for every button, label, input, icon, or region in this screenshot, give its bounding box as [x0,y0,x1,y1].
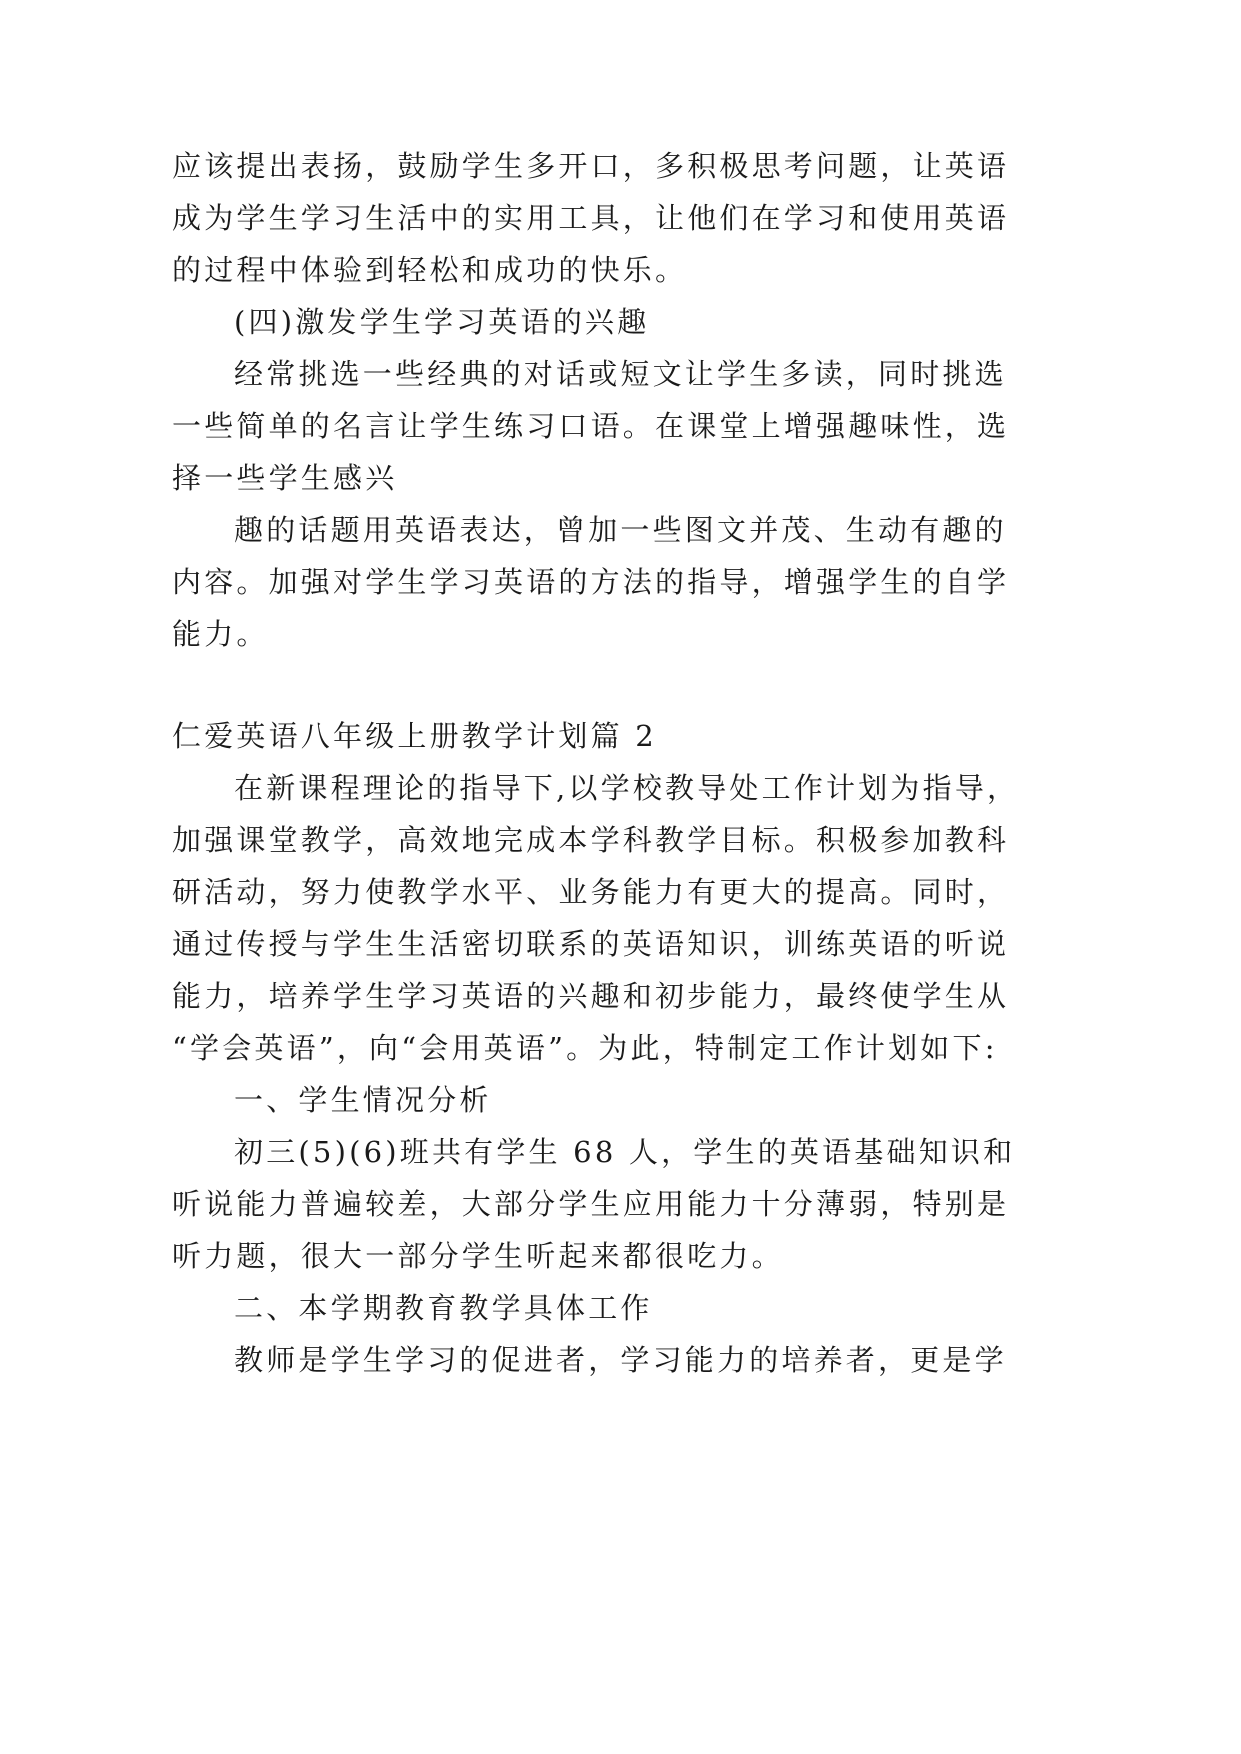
text-line: 能力，培养学生学习英语的兴趣和初步能力，最终使学生从 [172,979,1010,1013]
text-line: 通过传授与学生生活密切联系的英语知识，训练英语的听说 [172,927,1010,961]
text-line: 加强课堂教学，高效地完成本学科教学目标。积极参加教科 [172,823,1010,857]
text-line: 择一些学生感兴 [172,461,398,495]
paragraph-topics [172,504,1010,660]
paragraph-intro [172,762,1020,1074]
paragraph-term-work [172,1334,1007,1386]
text-line: “学会英语”，向“会用英语”。为此，特制定工作计划如下: [172,1031,998,1065]
text-line: 经常挑选一些经典的对话或短文让学生多读，同时挑选 [234,357,1007,391]
subheading-student-analysis: 一、学生情况分析 [234,1083,492,1117]
subheading-interest: (四)激发学生学习英语的兴趣 [234,305,650,339]
subheading-term-work: 二、本学期教育教学具体工作 [234,1291,653,1325]
text-line: 趣的话题用英语表达，曾加一些图文并茂、生动有趣的 [234,513,1007,547]
text-line: 研活动，努力使教学水平、业务能力有更大的提高。同时， [172,875,1010,909]
document-body [172,140,1020,1386]
text-line: 在新课程理论的指导下,以学校教导处工作计划为指导， [234,771,1020,805]
text-line: 能力。 [172,617,269,651]
text-line: 初三(5)(6)班共有学生 68 人，学生的英语基础知识和 [234,1135,1016,1169]
paragraph-student-analysis [172,1126,1016,1282]
paragraph-dialogues [172,348,1010,504]
section-title: 仁爱英语八年级上册教学计划篇 2 [172,719,657,753]
text-line: 的过程中体验到轻松和成功的快乐。 [172,253,688,287]
text-line: 一些简单的名言让学生练习口语。在课堂上增强趣味性，选 [172,409,1010,443]
text-line: 成为学生学习生活中的实用工具，让他们在学习和使用英语 [172,201,1010,235]
section-spacer [172,660,952,710]
text-line: 教师是学生学习的促进者，学习能力的培养者，更是学 [234,1343,1007,1377]
paragraph-continuation [172,140,1010,296]
text-line: 听力题，很大一部分学生听起来都很吃力。 [172,1239,784,1273]
text-line: 听说能力普遍较差，大部分学生应用能力十分薄弱，特别是 [172,1187,1010,1221]
text-line: 内容。加强对学生学习英语的方法的指导，增强学生的自学 [172,565,1010,599]
text-line: 应该提出表扬，鼓励学生多开口，多积极思考问题，让英语 [172,149,1010,183]
